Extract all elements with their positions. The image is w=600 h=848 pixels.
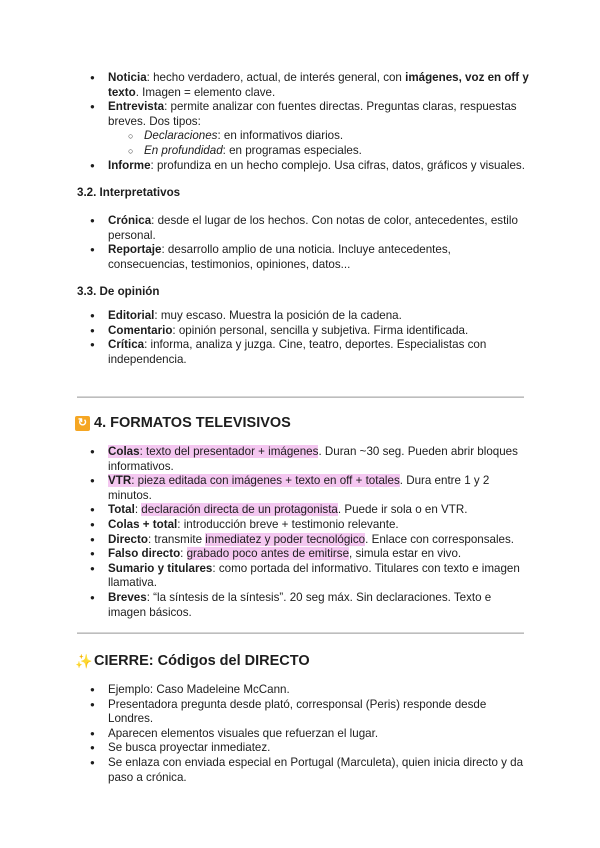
section-heading-formatos xyxy=(75,414,291,432)
term-noticia: Noticia xyxy=(108,71,147,84)
section-heading-cierre xyxy=(75,652,310,670)
list-item: ● Ejemplo: Caso Madeleine McCann. xyxy=(90,683,530,698)
list-item-breves xyxy=(90,591,530,620)
directo-text: . Enlace con corresponsales. xyxy=(365,532,515,546)
informativos-list xyxy=(90,71,530,173)
list-item-sumario xyxy=(90,562,530,591)
highlight-directo: inmediatez y poder tecnológico xyxy=(205,532,366,546)
term-entrevista: Entrevista xyxy=(108,100,165,114)
list-item-colas xyxy=(90,445,530,474)
divider xyxy=(77,396,524,398)
colas-total-text: : introducción breve + testimonio relevante. xyxy=(177,517,399,531)
list-item: ● Presentadora pregunta desde plató, corresponsal (Peris) responde desde Londres. xyxy=(90,698,530,727)
comentario-text: : opinión personal, sencilla y subjetiva. Firma identificada. xyxy=(172,323,469,337)
critica-text: : informa, analiza y juzga. Cine, teatro, deportes. Especialistas con independencia. xyxy=(108,338,487,366)
profundidad-text: : en programas especiales. xyxy=(222,143,362,157)
term-editorial: Editorial xyxy=(108,309,155,322)
term-profundidad: En profundidad xyxy=(144,143,223,157)
term-reportaje: Reportaje xyxy=(108,243,162,257)
colas-text: . Duran ~30 seg. Pueden abrir bloques informativos. xyxy=(108,445,518,473)
editorial-text: : muy escaso. Muestra la posición de la cadena. xyxy=(154,309,402,322)
entrevista-text: : permite analizar con fuentes directas. Preguntas claras, respuestas breves. Dos tipos: xyxy=(108,100,517,128)
subheading-interpretativos: 3.2. Interpretativos xyxy=(77,186,181,199)
list-item-critica xyxy=(90,338,530,367)
list-item: ● Aparecen elementos visuales que refuerzan el lugar. xyxy=(90,727,530,742)
subheading-opinion: 3.3. De opinión xyxy=(77,285,160,298)
list-item-reportaje xyxy=(90,243,530,272)
list-item-noticia xyxy=(90,71,530,100)
list-item-directo xyxy=(90,533,530,548)
opinion-list xyxy=(90,309,530,367)
term-comentario: Comentario xyxy=(108,323,173,337)
term-falso-directo: Falso directo xyxy=(108,547,181,561)
list-item-cronica xyxy=(90,214,530,243)
colas-highlight-text: : texto del presentador + imágenes xyxy=(139,445,319,458)
section-title-formatos: 4. FORMATOS TELEVISIVOS xyxy=(94,415,291,431)
sublist-item-declaraciones xyxy=(128,129,530,144)
section-title-cierre: CIERRE: Códigos del DIRECTO xyxy=(94,653,310,669)
list-item: ● Se enlaza con enviada especial en Portugal (Marculeta), quien inicia directo y da paso a crónica. xyxy=(90,756,530,785)
list-item-entrevista xyxy=(90,100,530,158)
directo-pre: : transmite xyxy=(147,532,206,546)
term-critica: Crítica xyxy=(108,338,145,352)
repeat-icon: ↻ xyxy=(75,416,90,431)
sublist-item-profundidad xyxy=(128,144,530,159)
informe-text: : profundiza en un hecho complejo. Usa cifras, datos, gráficos y visuales. xyxy=(150,158,525,172)
list-item-colas-total xyxy=(90,518,530,533)
term-directo: Directo xyxy=(108,532,148,546)
breves-text: : “la síntesis de la síntesis”. 20 seg máx. Sin declaraciones. Texto e imagen básicos. xyxy=(108,590,492,619)
vtr-highlight-text: : pieza editada con imágenes + texto en off + totales xyxy=(131,474,400,488)
reportaje-text: : desarrollo amplio de una noticia. Incluye antecedentes, consecuencias, testimonios, opiniones, datos... xyxy=(108,243,451,271)
term-total: Total xyxy=(108,503,135,517)
list-item-comentario xyxy=(90,324,530,339)
list-item-falso-directo xyxy=(90,547,530,562)
list-item-editorial xyxy=(90,309,530,324)
list-item: ● Se busca proyectar inmediatez. xyxy=(90,741,530,756)
interpretativos-list xyxy=(90,214,530,272)
sumario-text: : como portada del informativo. Titulares con texto e imagen llamativa. xyxy=(108,561,520,590)
term-breves: Breves xyxy=(108,590,147,604)
term-sumario: Sumario y titulares xyxy=(108,561,213,575)
term-vtr: VTR xyxy=(108,474,132,488)
falso-text: , simula estar en vivo. xyxy=(349,547,462,561)
cronica-text: : desde el lugar de los hechos. Con notas de color, antecedentes, estilo personal. xyxy=(108,214,518,242)
term-informe: Informe xyxy=(108,158,151,172)
term-colas: Colas xyxy=(108,445,140,458)
highlight-colas xyxy=(108,445,318,458)
term-colas-total: Colas + total xyxy=(108,517,178,531)
divider xyxy=(77,632,524,634)
highlight-total: declaración directa de un protagonista xyxy=(141,503,338,517)
list-item-total xyxy=(90,503,530,518)
term-cronica: Crónica xyxy=(108,214,152,227)
highlight-falso-directo: grabado poco antes de emitirse xyxy=(186,547,350,561)
entrevista-sublist xyxy=(128,129,530,158)
list-item-vtr xyxy=(90,474,530,503)
list-item-informe xyxy=(90,159,530,174)
sparkles-icon: ✨ xyxy=(75,652,93,669)
cierre-list xyxy=(90,683,530,785)
vtr-text: . Dura entre 1 y 2 minutos. xyxy=(108,474,490,502)
noticia-text-end: . Imagen = elemento clave. xyxy=(135,85,276,99)
formatos-list xyxy=(90,445,530,620)
noticia-bold: imágenes, voz en off y texto xyxy=(108,71,529,99)
total-text: . Puede ir sola o en VTR. xyxy=(337,503,468,517)
falso-pre: : xyxy=(180,547,187,561)
noticia-text: : hecho verdadero, actual, de interés general, con xyxy=(146,71,406,84)
declaraciones-text: : en informativos diarios. xyxy=(217,129,344,143)
total-pre: : xyxy=(134,503,142,517)
term-declaraciones: Declaraciones xyxy=(144,129,218,143)
highlight-vtr xyxy=(108,474,400,487)
